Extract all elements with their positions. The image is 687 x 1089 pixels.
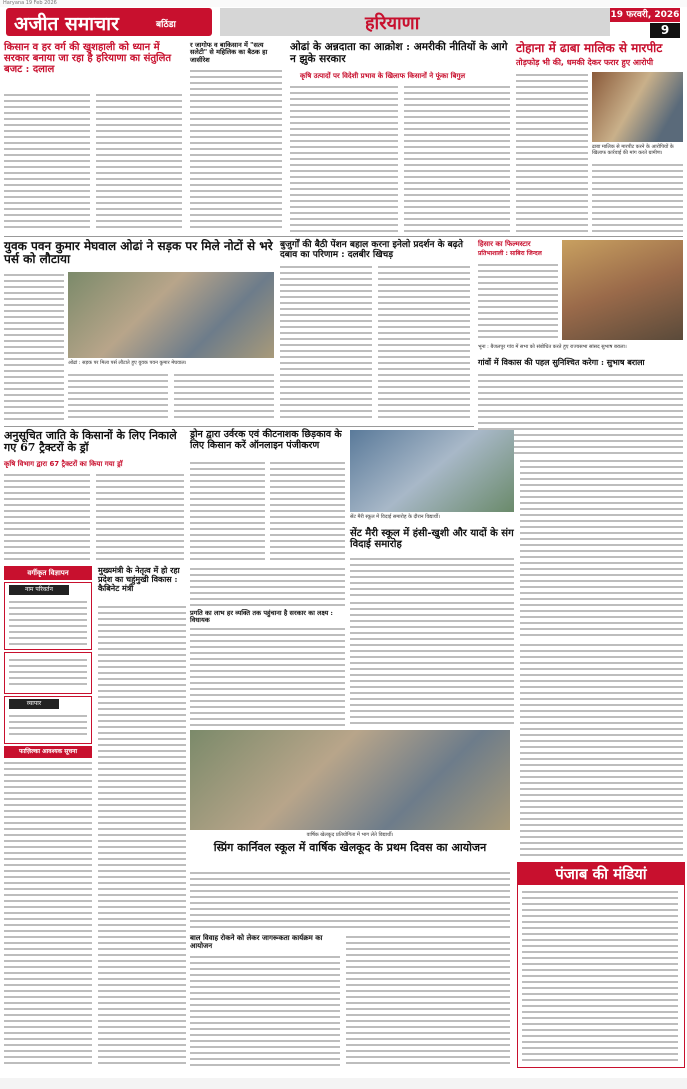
article-headline: किसान व हर वर्ग की खुशहाली को ध्यान में सरकार बनाया जा रहा है हरियाणा का संतुलित बजट : दलाल (4, 42, 172, 76)
news-photo (592, 72, 683, 142)
article-body (280, 264, 372, 422)
article-body (478, 262, 558, 342)
classified-ad (4, 582, 92, 650)
photo-caption: वार्षिक खेलकूद प्रतियोगिता में भाग लेते विद्यार्थी। (306, 832, 394, 838)
article-body (592, 162, 683, 232)
issue-date: 19 फरवरी, 2026 (610, 10, 680, 20)
article-headline: ओढां के अन्नदाता का आक्रोश : अमरीकी नीतियों के आगे न झुके सरकार (290, 41, 508, 65)
page-number: 9 (650, 23, 680, 38)
article-headline: अनुसूचित जाति के किसानों के लिए निकाले गए 67 ट्रैक्टरों के ड्रॉ (4, 429, 177, 455)
mandi-title: पंजाब की मंडियां (518, 863, 684, 885)
mandi-rates-text (522, 889, 678, 1061)
article-headline: बुजुर्गों की बैठी पेंशन बहाल करना इनेलो प्रदर्शन के बढ़ते दबाव का परिणाम : दलबीर खिचड़ (280, 240, 463, 261)
article-body (174, 372, 274, 422)
article-body (96, 472, 184, 562)
article-body (190, 954, 340, 1068)
article-body (516, 72, 588, 232)
classified-text (4, 760, 92, 1068)
article-body (190, 626, 345, 726)
article-headline: बाल विवाह रोकने को लेकर जागरूकता कार्यक्रम का आयोजन (190, 933, 323, 950)
news-photo (562, 240, 683, 340)
article-headline: टोहाना में ढाबा मालिक से मारपीट (516, 41, 663, 55)
divider (4, 426, 474, 427)
classifieds-title: वर्गीकृत विज्ञापन (4, 566, 92, 580)
classified-notice-title: फाज़िल्का आवश्यक सूचना (4, 746, 92, 758)
photo-caption: सेंट मैरी स्कूल में विदाई समारोह के दौरान विद्यार्थी। (350, 514, 441, 520)
article-body (346, 934, 510, 1068)
photo-caption: ढाबा मालिक से मारपीट करने के आरोपियों के खिलाफ कार्रवाई की मांग करते ग्रामीण। (592, 144, 674, 156)
article-subhead: तोड़फोड़ भी की, धमकी देकर फरार हुए आरोपी (516, 58, 654, 67)
article-headline: युवक पवन कुमार मेघवाल ओढां ने सड़क पर मिले नोटों से भरे पर्स को लौटाया (4, 239, 273, 267)
article-body (98, 604, 186, 1068)
classified-text (9, 713, 87, 739)
article-body (4, 472, 90, 562)
article-body (350, 556, 514, 596)
article-body (190, 566, 345, 606)
article-headline: प्रगति का लाभ हर व्यक्ति तक पहुंचाना है सरकार का लक्ष्य : विधायक (190, 609, 333, 625)
masthead-logo (6, 8, 212, 36)
classified-label: नाम परिवर्तन (9, 585, 69, 595)
edition-city: बठिंडा (156, 20, 176, 30)
article-body (520, 458, 683, 638)
divider (4, 236, 683, 237)
article-body (68, 372, 168, 422)
article-headline: ड्रोन द्वारा उर्वरक एवं कीटनाशक छिड़काव के लिए किसान करें ऑनलाइन पंजीकरण (190, 429, 342, 451)
article-body (520, 642, 683, 858)
classified-label: व्यापार (9, 699, 59, 709)
article-subhead: प्रतिभाशाली : साबिरा जिन्दल (478, 250, 542, 257)
article-body (270, 460, 345, 562)
article-subhead: कृषि विभाग द्वारा 67 ट्रैक्टरों का किया गया ड्रॉ (4, 460, 123, 468)
classified-ad (4, 696, 92, 744)
article-body (4, 272, 64, 422)
news-photo (68, 272, 274, 358)
article-headline: गांवों में विकास की पहल सुनिश्चित करेगा : सुभाष बराला (478, 357, 645, 367)
article-body (4, 92, 90, 232)
page-footer (0, 1078, 687, 1089)
article-body (290, 84, 398, 232)
photo-caption: ओढां : सड़क पर मिला पर्स लौटाते हुए युवक पवन कुमार मेघवाल। (68, 360, 187, 366)
article-headline: हिसार का फिल्मस्टार (478, 239, 531, 248)
paper-name: अजीत समाचार (14, 13, 119, 35)
photo-caption: भूना : बैजलपुर गांव में सभा को संबोधित करते हुए राज्यसभा सांसद सुभाष बराला। (478, 344, 627, 350)
section-title: हरियाणा (365, 13, 420, 34)
article-body (190, 460, 265, 562)
classified-ad (4, 652, 92, 694)
classified-text (9, 599, 87, 645)
article-body (190, 870, 510, 930)
print-strip: Haryana 19 Feb 2026 (0, 0, 687, 7)
news-photo (190, 730, 510, 830)
article-body (96, 92, 182, 232)
article-subhead: कृषि उत्पादों पर विदेशी प्रभाव के खिलाफ किसानों ने फूंका बिगुल (300, 72, 466, 80)
article-headline: स्प्रिंग कार्निवल स्कूल में वार्षिक खेलकूद के प्रथम दिवस का आयोजन (213, 841, 487, 854)
article-body (378, 264, 470, 422)
article-body (404, 84, 510, 232)
classified-text (9, 657, 87, 689)
mandi-rates-box (517, 862, 685, 1068)
article-body (190, 68, 282, 232)
section-bar (220, 8, 610, 36)
news-photo (350, 430, 514, 512)
article-headline: मुख्यमंत्री के नेतृत्व में हो रहा प्रदेश का चहुंमुखी विकास : कैबिनेट मंत्री (98, 565, 180, 593)
article-headline: सेंट मैरी स्कूल में हंसी-खुशी और यादों के संग विदाई समारोह (350, 528, 514, 551)
article-headline: र जागोफ व बाकिसान में "सत्य सलेटी" से महिलिक का बैठक हा जासीरेश (190, 41, 268, 64)
